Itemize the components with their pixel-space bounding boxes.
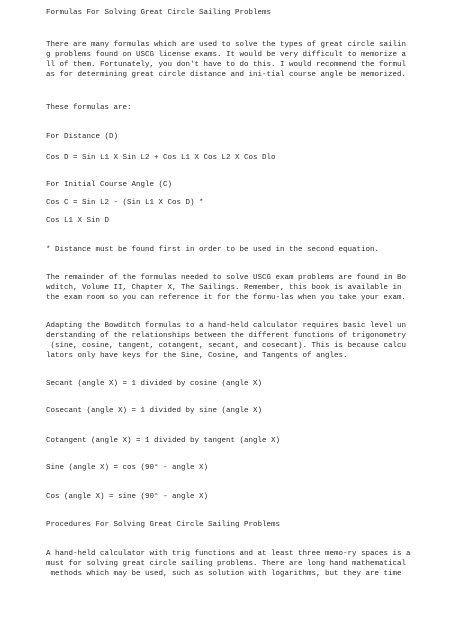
cosecant-identity: Cosecant (angle X) = 1 divided by sine (angle X) [46,407,263,415]
calculator-line: derstanding of the relationships between the different functions of trigonometry [46,332,407,340]
intro-line: There are many formulas which are used to solve the types of great circle sailin [46,41,407,49]
bowditch-line: wditch, Volume II, Chapter X, The Sailings. Remember, this book is available in [46,284,402,292]
procedures-line: methods which may be used, such as solution with logarithms, but they are time [46,570,402,578]
bowditch-line: the exam room so you can reference it for the formu-las when you take your exam. [46,294,407,302]
course-formula-line: Cos C = Sin L2 - (Sin L1 X Cos D) * [46,199,204,207]
intro-line: as for determining great circle distance and ini-tial course angle be memorized. [46,71,407,79]
document-title: Formulas For Solving Great Circle Sailing Problems [46,9,272,17]
calculator-line: lators only have keys for the Sine, Cosine, and Tangents of angles. [46,352,348,360]
formulas-heading: These formulas are: [46,104,132,112]
procedures-line: A hand-held calculator with trig functions and at least three memo-ry spaces is a [46,550,411,558]
cotangent-identity: Cotangent (angle X) = 1 divided by tangent (angle X) [46,437,281,445]
procedures-line: must for solving great circle sailing problems. There are long hand mathematical [46,560,407,568]
course-heading: For Initial Course Angle (C) [46,181,173,189]
procedures-heading: Procedures For Solving Great Circle Sailing Problems [46,521,281,529]
secant-identity: Secant (angle X) = 1 divided by cosine (angle X) [46,380,263,388]
calculator-line: Adapting the Bowditch formulas to a hand-held calculator requires basic level un [46,322,407,330]
distance-formula: Cos D = Sin L1 X Sin L2 + Cos L1 X Cos L2 X Cos Dlo [46,154,276,162]
sine-identity: Sine (angle X) = cos (90° - angle X) [46,464,209,472]
footnote: * Distance must be found first in order to be used in the second equation. [46,246,380,254]
intro-line: ll of them. Fortunately, you don't have to do this. I would recommend the formul [46,61,407,69]
distance-heading: For Distance (D) [46,133,119,141]
cosine-identity: Cos (angle X) = sine (90° - angle X) [46,493,209,501]
intro-line: g problems found on USCG license exams. It would be very difficult to memorize a [46,51,407,59]
course-formula-line: Cos L1 X Sin D [46,217,110,225]
bowditch-line: The remainder of the formulas needed to solve USCG exam problems are found in Bo [46,274,407,282]
calculator-line: (sine, cosine, tangent, cotangent, secant, and cosecant). This is because calcu [46,342,407,350]
